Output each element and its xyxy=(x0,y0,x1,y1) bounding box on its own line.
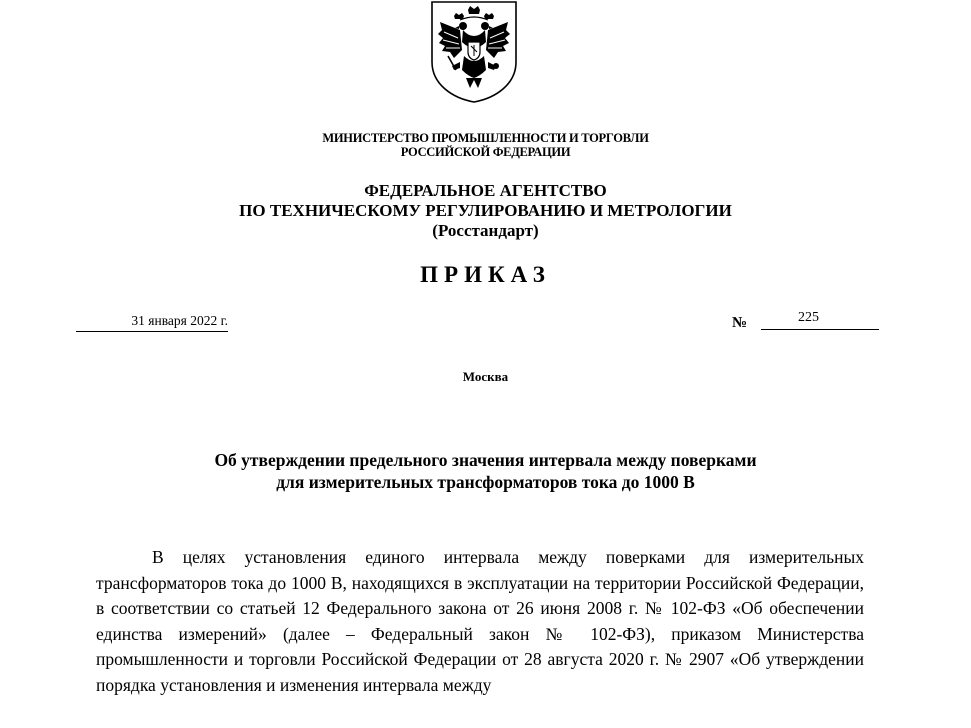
order-date: 31 января 2022 г. xyxy=(76,312,228,332)
agency-name xyxy=(0,181,971,241)
order-number: 225 xyxy=(798,310,819,325)
order-city: Москва xyxy=(462,369,509,384)
order-number-field xyxy=(761,309,879,330)
document-body-paragraph: В целях установления единого интервала между поверками для измерительных трансформаторов тока до 1000 В, находящихся в эксплуатации на территории Российской Федерации, в соответствии со статьей 12 Федерального закона от 26 июня 2008 г. № 102-ФЗ «Об обеспечении единства измерений» (далее – Федеральный закон № 102-ФЗ), приказом Министерства промышленности и торговли Российской Федерации от 28 августа 2020 г. № 2907 «Об утверждении порядка установления и изменения интервала между xyxy=(96,547,864,695)
order-number-sign: № xyxy=(732,315,748,331)
agency-line-2: ПО ТЕХНИЧЕСКОМУ РЕГУЛИРОВАНИЮ И МЕТРОЛОГИИ xyxy=(239,201,732,220)
document-title xyxy=(0,449,971,493)
document-title-line-1: Об утверждении предельного значения интервала между поверками xyxy=(214,450,757,470)
document-title-line-2: для измерительных трансформаторов тока до 1000 В xyxy=(276,472,695,492)
ministry-line-2: РОССИЙСКОЙ ФЕДЕРАЦИИ xyxy=(400,145,571,159)
coat-of-arms-icon xyxy=(430,0,518,104)
ministry-name xyxy=(0,131,971,159)
agency-line-1: ФЕДЕРАЛЬНОЕ АГЕНТСТВО xyxy=(364,181,607,200)
agency-short-name: (Росстандарт) xyxy=(432,221,539,240)
order-type-title: ПРИКАЗ xyxy=(420,262,551,287)
ministry-line-1: МИНИСТЕРСТВО ПРОМЫШЛЕННОСТИ И ТОРГОВЛИ xyxy=(322,131,649,145)
